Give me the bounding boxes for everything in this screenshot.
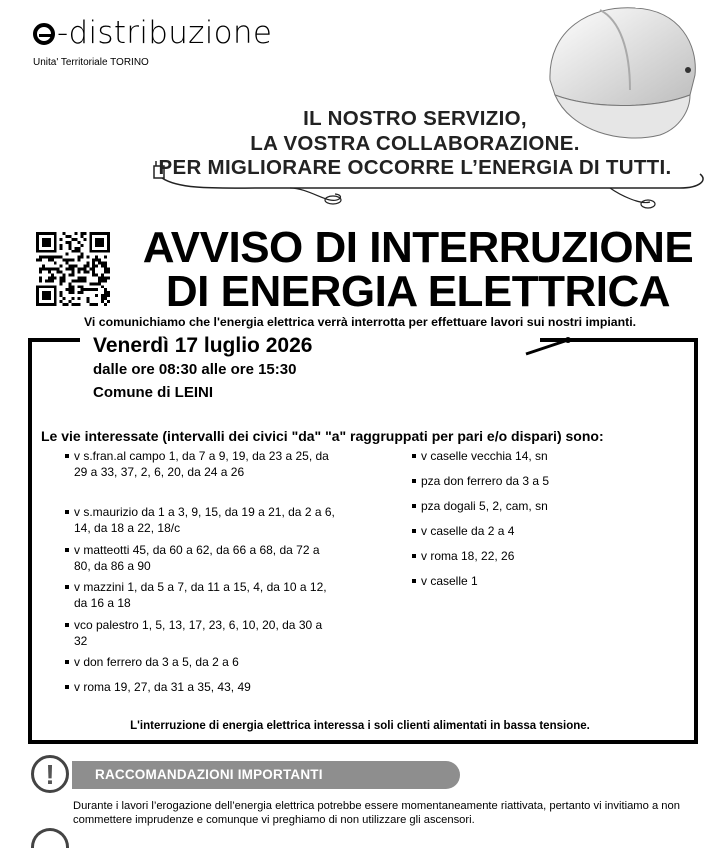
bullet-icon — [65, 454, 69, 458]
exclamation-icon: ! — [31, 755, 69, 793]
pencil-icon — [524, 334, 574, 358]
company-logo — [33, 15, 273, 51]
list-item: v don ferrero da 3 a 5, da 2 a 6 — [65, 655, 336, 671]
interruption-time: dalle ore 08:30 alle ore 15:30 — [93, 361, 297, 378]
municipality: Comune di LEINI — [93, 384, 213, 401]
title-line-1: AVVISO DI INTERRUZIONE — [142, 223, 694, 272]
slogan-line-2: LA VOSTRA COLLABORAZIONE. — [250, 131, 580, 155]
recommendations-text: Durante i lavori l’erogazione dell’energia elettrica potrebbe essere momentaneamente riattivata, pertanto vi invitiamo a non commettere imprudenze e comunque vi preghiamo di non utilizzare gli ascensori. — [73, 800, 680, 826]
bullet-icon — [65, 660, 69, 664]
bullet-icon — [412, 504, 416, 508]
list-item: v roma 19, 27, da 31 a 35, 43, 49 — [65, 680, 336, 696]
bullet-icon — [412, 579, 416, 583]
bullet-icon — [412, 479, 416, 483]
interruption-date: Venerdì 17 luglio 2026 — [93, 334, 313, 357]
list-item: v matteotti 45, da 60 a 62, da 66 a 68, da 72 a 80, da 86 a 90 — [65, 543, 336, 574]
bullet-icon — [65, 585, 69, 589]
slogan-line-1: IL NOSTRO SERVIZIO, — [303, 107, 527, 130]
bullet-icon — [65, 510, 69, 514]
bullet-icon — [65, 685, 69, 689]
logo-e-mark-icon — [33, 23, 55, 45]
territorial-unit: Unita' Territoriale TORINO — [33, 57, 149, 68]
list-item: v roma 18, 22, 26 — [412, 549, 683, 565]
plug-cable-icon — [140, 160, 710, 215]
bullet-icon — [65, 548, 69, 552]
qr-code[interactable] — [35, 232, 111, 306]
list-item: v s.maurizio da 1 a 3, 9, 15, da 19 a 21, da 2 a 6, 14, da 18 a 22, 18/c — [65, 505, 336, 536]
bullet-icon — [65, 623, 69, 627]
list-item: v caselle da 2 a 4 — [412, 524, 683, 540]
logo-text: -distribuzione — [57, 15, 273, 51]
notice-title — [118, 223, 718, 316]
slogan-line-3: PER MIGLIORARE OCCORRE L’ENERGIA DI TUTTI. — [158, 156, 672, 179]
bullet-icon — [412, 554, 416, 558]
list-item: v s.fran.al campo 1, da 7 a 9, 19, da 23 a 25, da 29 a 33, 37, 2, 6, 20, da 24 a 26 — [65, 449, 336, 480]
recommendations-heading: RACCOMANDAZIONI IMPORTANTI — [95, 767, 323, 782]
streets-heading: Le vie interessate (intervalli dei civici "da" "a" raggruppati per pari e/o dispari) sono: — [41, 428, 604, 444]
bullet-icon — [412, 529, 416, 533]
list-item: v caselle 1 — [412, 574, 683, 590]
intro-text: Vi comunichiamo che l'energia elettrica verrà interrotta per effettuare lavori sui nostri impianti. — [83, 315, 637, 329]
title-line-2: DI ENERGIA ELETTRICA — [165, 267, 671, 316]
list-item: vco palestro 1, 5, 13, 17, 23, 6, 10, 20, da 30 a 32 — [65, 618, 336, 649]
list-item: v mazzini 1, da 5 a 7, da 11 a 15, 4, da 10 a 12, da 16 a 18 — [65, 580, 336, 611]
low-voltage-note: L'interruzione di energia elettrica interessa i soli clienti alimentati in bassa tensione. — [130, 720, 590, 732]
info-icon — [31, 828, 69, 848]
list-item: v caselle vecchia 14, sn — [412, 449, 683, 465]
list-item: pza dogali 5, 2, cam, sn — [412, 499, 683, 515]
list-item: pza don ferrero da 3 a 5 — [412, 474, 683, 490]
bullet-icon — [412, 454, 416, 458]
